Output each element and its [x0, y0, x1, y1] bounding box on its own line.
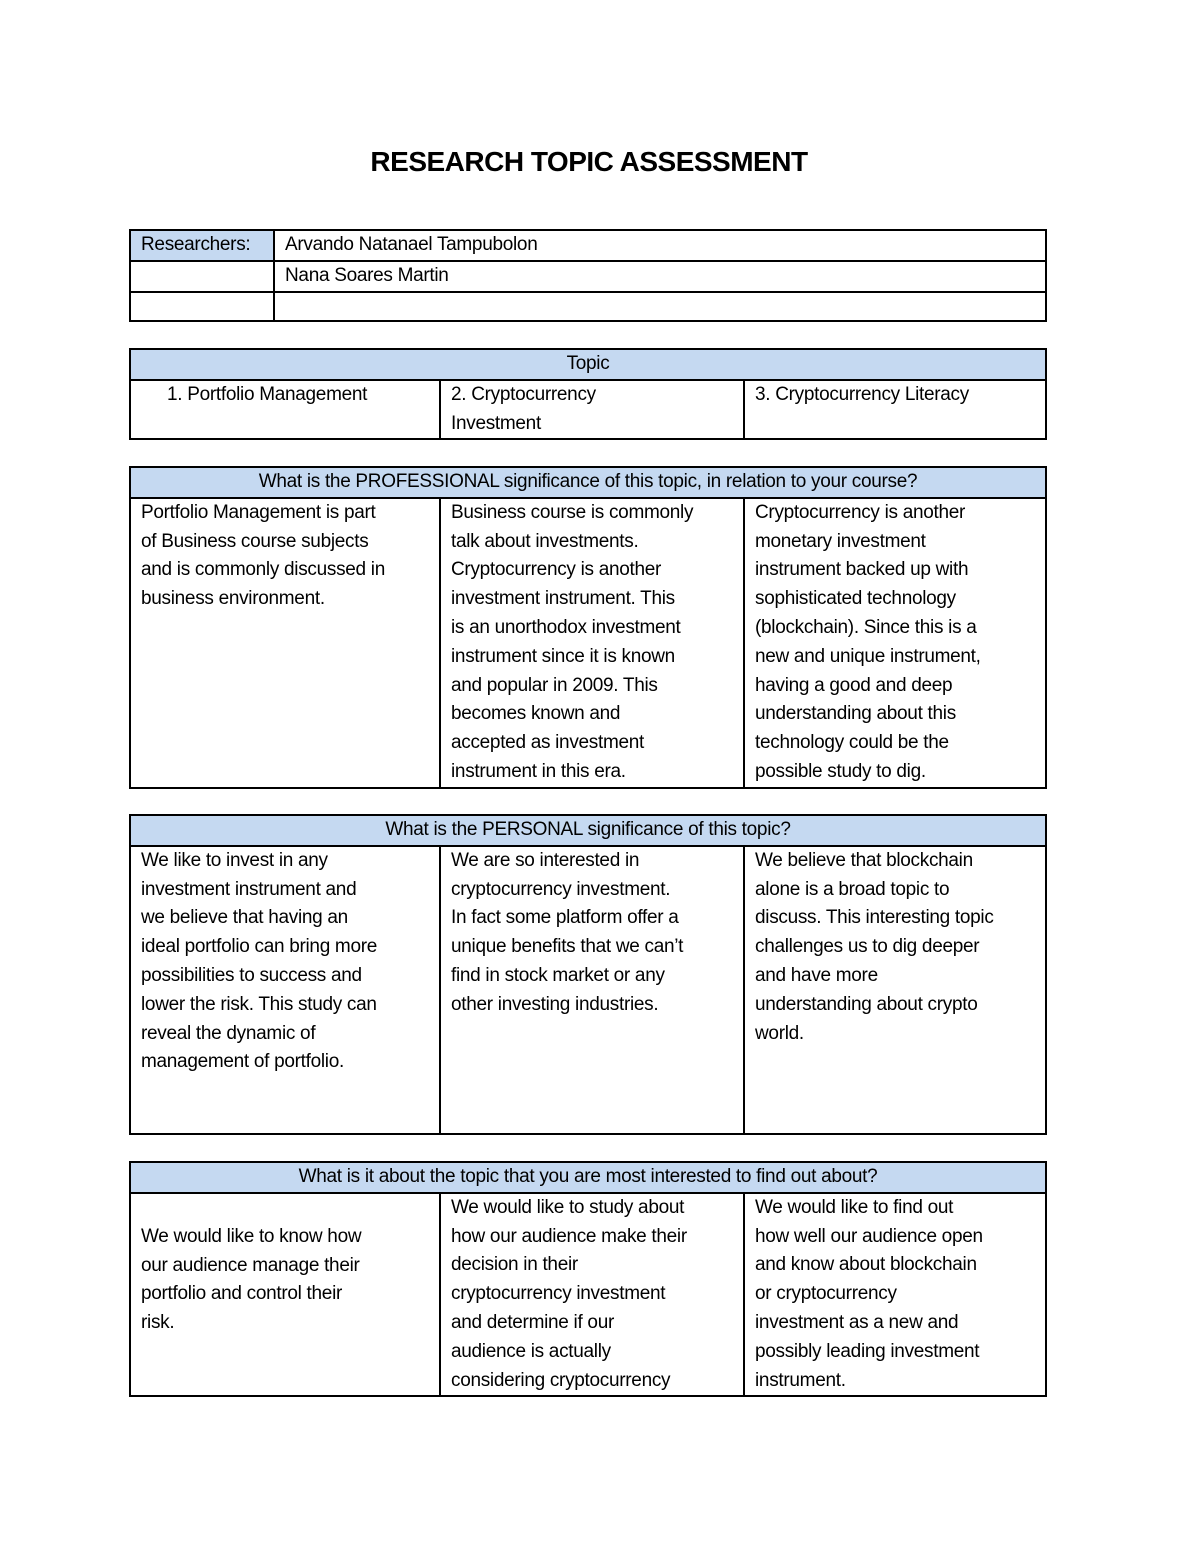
cell-text-line: decision in their	[451, 1254, 578, 1276]
cell-text-line: of Business course subjects	[141, 530, 369, 552]
cell-text-line: 2. Cryptocurrency	[451, 383, 596, 405]
topic-cell	[744, 380, 1046, 440]
cell-text-line: portfolio and control their	[141, 1283, 343, 1305]
cell-text-line: understanding about this	[755, 703, 956, 725]
researcher-name: Arvando Natanael Tampubolon	[274, 230, 1046, 261]
professional-significance-table	[129, 466, 1047, 789]
researcher-name	[274, 292, 1046, 321]
page-title: RESEARCH TOPIC ASSESSMENT	[370, 146, 808, 177]
topic-cell	[440, 380, 744, 440]
interest-cell	[744, 1193, 1046, 1397]
cell-text-line: find in stock market or any	[451, 964, 665, 986]
topic-cell	[130, 380, 440, 440]
cell-text-line: cryptocurrency investment	[451, 1283, 666, 1305]
cell-text-line: Business course is commonly	[451, 501, 694, 523]
empty-cell	[130, 292, 274, 321]
professional-cell	[130, 498, 440, 788]
empty-cell	[130, 261, 274, 292]
cell-text-line: business environment.	[141, 588, 325, 610]
cell-text-line: discuss. This interesting topic	[755, 907, 994, 929]
cell-text-line: having a good and deep	[755, 674, 953, 696]
cell-text-line: cryptocurrency investment.	[451, 878, 671, 900]
cell-text-line: management of portfolio.	[141, 1051, 344, 1073]
cell-text-line: 1. Portfolio Management	[167, 383, 368, 405]
professional-cell	[744, 498, 1046, 788]
topic-table	[129, 348, 1047, 440]
cell-text-line: and have more	[755, 964, 878, 986]
cell-text-line: Portfolio Management is part	[141, 501, 376, 523]
cell-text-line: and know about blockchain	[755, 1254, 977, 1276]
interest-cell	[130, 1193, 440, 1397]
cell-text-line: We like to invest in any	[141, 849, 328, 871]
personal-header: What is the PERSONAL significance of this topic?	[130, 815, 1046, 846]
interest-header: What is it about the topic that you are most interested to find out about?	[130, 1162, 1046, 1193]
professional-cell	[440, 498, 744, 788]
personal-significance-table	[129, 814, 1047, 1135]
interest-table	[129, 1161, 1047, 1397]
cell-text-line: investment as a new and	[755, 1311, 959, 1333]
cell-text-line: and determine if our	[451, 1311, 614, 1333]
cell-text-line: We would like to find out	[755, 1196, 954, 1218]
interest-cell	[440, 1193, 744, 1397]
cell-text-line: instrument.	[755, 1369, 846, 1391]
cell-text-line: (blockchain). Since this is a	[755, 616, 977, 638]
cell-text-line: new and unique instrument,	[755, 645, 981, 667]
cell-text-line: or cryptocurrency	[755, 1283, 897, 1305]
personal-cell	[440, 846, 744, 1134]
cell-text-line: our audience manage their	[141, 1254, 360, 1276]
topic-header: Topic	[130, 349, 1046, 380]
cell-text-line: Investment	[451, 412, 541, 434]
cell-text-line: risk.	[141, 1312, 175, 1334]
cell-text-line: investment instrument. This	[451, 588, 675, 610]
personal-cell	[744, 846, 1046, 1134]
cell-text-line: Cryptocurrency is another	[451, 559, 662, 581]
cell-text-line: other investing industries.	[451, 993, 659, 1015]
cell-text-line: Cryptocurrency is another	[755, 501, 966, 523]
cell-text-line: technology could be the	[755, 732, 949, 754]
cell-text-line: sophisticated technology	[755, 588, 956, 610]
cell-text-line: talk about investments.	[451, 530, 639, 552]
cell-text-line: We would like to know how	[141, 1225, 362, 1247]
cell-text-line: instrument backed up with	[755, 559, 969, 581]
cell-text-line: We are so interested in	[451, 849, 640, 871]
cell-text-line: possible study to dig.	[755, 760, 926, 782]
cell-text-line: world.	[755, 1022, 804, 1044]
cell-text-line: investment instrument and	[141, 878, 357, 900]
cell-text-line: alone is a broad topic to	[755, 878, 950, 900]
cell-text-line: 3. Cryptocurrency Literacy	[755, 383, 969, 405]
cell-text-line: unique benefits that we can’t	[451, 936, 684, 958]
personal-cell	[130, 846, 440, 1134]
cell-text-line: reveal the dynamic of	[141, 1022, 316, 1044]
researchers-label: Researchers:	[130, 230, 274, 261]
cell-text-line: challenges us to dig deeper	[755, 936, 980, 958]
cell-text-line: considering cryptocurrency	[451, 1369, 671, 1391]
cell-text-line: how well our audience open	[755, 1225, 983, 1247]
cell-text-line: possibilities to success and	[141, 964, 362, 986]
professional-header: What is the PROFESSIONAL significance of this topic, in relation to your course?	[130, 467, 1046, 498]
cell-text-line: monetary investment	[755, 530, 926, 552]
researcher-name: Nana Soares Martin	[274, 261, 1046, 292]
cell-text-line: We would like to study about	[451, 1196, 685, 1218]
cell-text-line: and popular in 2009. This	[451, 674, 658, 696]
cell-text-line: accepted as investment	[451, 732, 645, 754]
cell-text-line: is an unorthodox investment	[451, 616, 681, 638]
cell-text-line: becomes known and	[451, 703, 621, 725]
researchers-table	[129, 229, 1047, 322]
cell-text-line: In fact some platform offer a	[451, 907, 679, 929]
cell-text-line: lower the risk. This study can	[141, 993, 377, 1015]
cell-text-line: instrument in this era.	[451, 760, 626, 782]
cell-text-line: ideal portfolio can bring more	[141, 936, 378, 958]
cell-text-line: possibly leading investment	[755, 1340, 980, 1362]
cell-text-line: We believe that blockchain	[755, 849, 973, 871]
cell-text-line: we believe that having an	[141, 907, 348, 929]
cell-text-line: audience is actually	[451, 1340, 611, 1362]
cell-text-line: how our audience make their	[451, 1225, 687, 1247]
cell-text-line: instrument since it is known	[451, 645, 675, 667]
cell-text-line: and is commonly discussed in	[141, 559, 385, 581]
cell-text-line: understanding about crypto	[755, 993, 978, 1015]
